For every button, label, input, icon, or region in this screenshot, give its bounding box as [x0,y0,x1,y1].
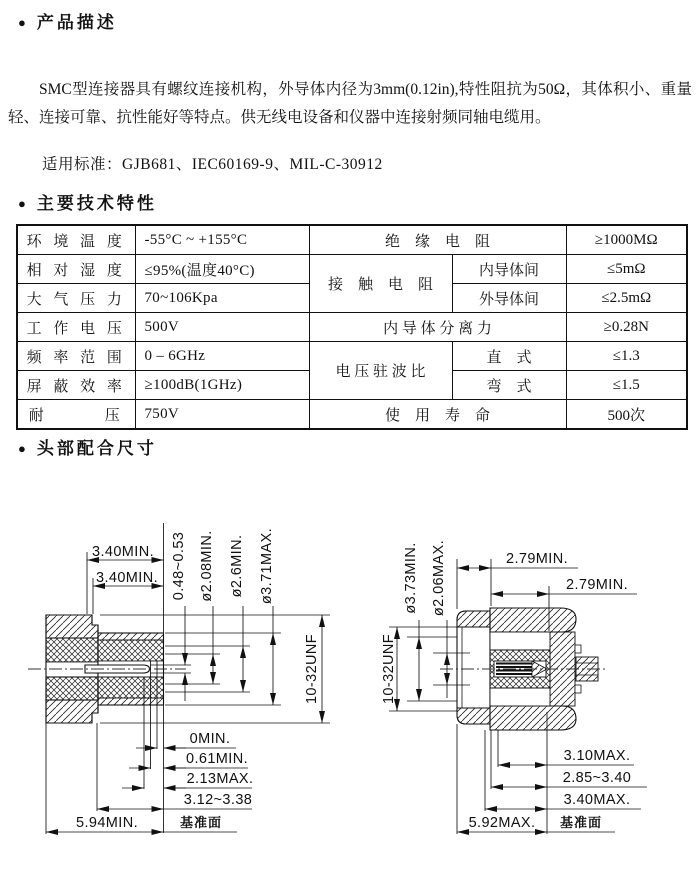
table-row [17,400,687,430]
dim-label: 0MIN. [189,731,231,747]
datum-plane-label: 基准面 [179,815,223,830]
cell-value: 500V [135,313,309,342]
cell-label: 耐 压 [17,400,135,430]
cell-label: 内 导 体 分 离 力 [309,313,566,342]
applicable-standards: 适用标准：GJB681、IEC60169-9、MIL-C-30912 [42,156,383,173]
cell-label: 弯 式 [452,371,566,400]
dim-label: 2.13MAX. [186,771,254,787]
cell-label: 频 率 范 围 [17,342,135,371]
table-row [17,313,687,342]
cell-label: 使 用 寿 命 [309,400,566,430]
datum-plane-label: 基准面 [559,815,603,830]
cell-label: 绝 缘 电 阻 [309,225,566,255]
cell-value: ≤95%(温度40°C) [135,255,309,284]
bullet-icon: ● [18,441,26,456]
dim-label: 0.48~0.53 [171,531,187,601]
dim-label: 5.92MAX. [468,815,536,831]
bullet-icon: ● [18,196,26,211]
cell-label: 电 压 驻 波 比 [309,342,452,400]
cell-label: 工 作 电 压 [17,313,135,342]
section-title-mating-dimensions [18,434,157,459]
dim-label: 5.94MIN. [75,815,139,831]
dim-label: ø2.08MIN. [199,530,215,602]
dim-label: ø3.71MAX. [259,527,275,605]
technical-drawings [0,470,700,888]
section3-title-text: 头部配合尺寸 [36,439,157,458]
table-row [17,255,687,284]
dim-label: 0.61MIN. [185,751,249,767]
dim-label: 3.12~3.38 [183,792,253,808]
dim-label: 2.79MIN. [565,577,629,593]
cell-label: 外导体间 [452,284,566,313]
cell-value: 70~106Kpa [135,284,309,313]
dim-label: 2.85~3.40 [562,770,632,786]
cell-value: -55°C ~ +155°C [135,225,309,255]
dim-label: 3.10MAX. [563,748,631,764]
dim-label: ø2.06MAX. [431,539,447,617]
cell-value: ≤1.5 [566,371,687,400]
left-connector-drawing [28,615,186,723]
cell-value: 500次 [566,400,687,430]
cell-value: ≤5mΩ [566,255,687,284]
cell-label: 内导体间 [452,255,566,284]
cell-value: ≥1000MΩ [566,225,687,255]
bullet-icon: ● [18,15,26,30]
cell-label: 大 气 压 力 [17,284,135,313]
section1-title-text: 产品描述 [36,13,117,32]
cell-value: 0 – 6GHz [135,342,309,371]
section-title-product-description [18,8,117,33]
cell-label: 相 对 湿 度 [17,255,135,284]
cell-value: ≤1.3 [566,342,687,371]
dim-label: 3.40MIN. [91,544,155,560]
table-row [17,225,687,255]
cell-label: 接 触 电 阻 [309,255,452,313]
thread-label: 10-32UNF [381,633,397,705]
dim-label: ø3.73MIN. [403,542,419,614]
product-description-paragraph: SMC型连接器具有螺纹连接机构，外导体内径为3mm(0.12in),特性阻抗为50Ω，其体积小、重量轻、连接可靠、抗性能好等特点。供无线电设备和仪器中连接射频同轴电缆用。 [8,81,692,126]
section2-title-text: 主要技术特性 [36,194,157,213]
cell-value: 750V [135,400,309,430]
dim-label: 2.79MIN. [505,551,569,567]
right-connector-drawing [440,608,606,730]
section-title-tech-characteristics [18,189,157,214]
spec-table [16,224,688,430]
table-row [17,342,687,371]
cell-label: 屏 蔽 效 率 [17,371,135,400]
cell-value: ≤2.5mΩ [566,284,687,313]
cell-label: 环 境 温 度 [17,225,135,255]
cell-value: ≥100dB(1GHz) [135,371,309,400]
cell-label: 直 式 [452,342,566,371]
cell-value: ≥0.28N [566,313,687,342]
dim-label: 3.40MIN. [95,570,159,586]
thread-label: 10-32UNF [304,633,320,705]
dim-label: ø2.6MIN. [229,534,245,598]
dim-label: 3.40MAX. [563,792,631,808]
